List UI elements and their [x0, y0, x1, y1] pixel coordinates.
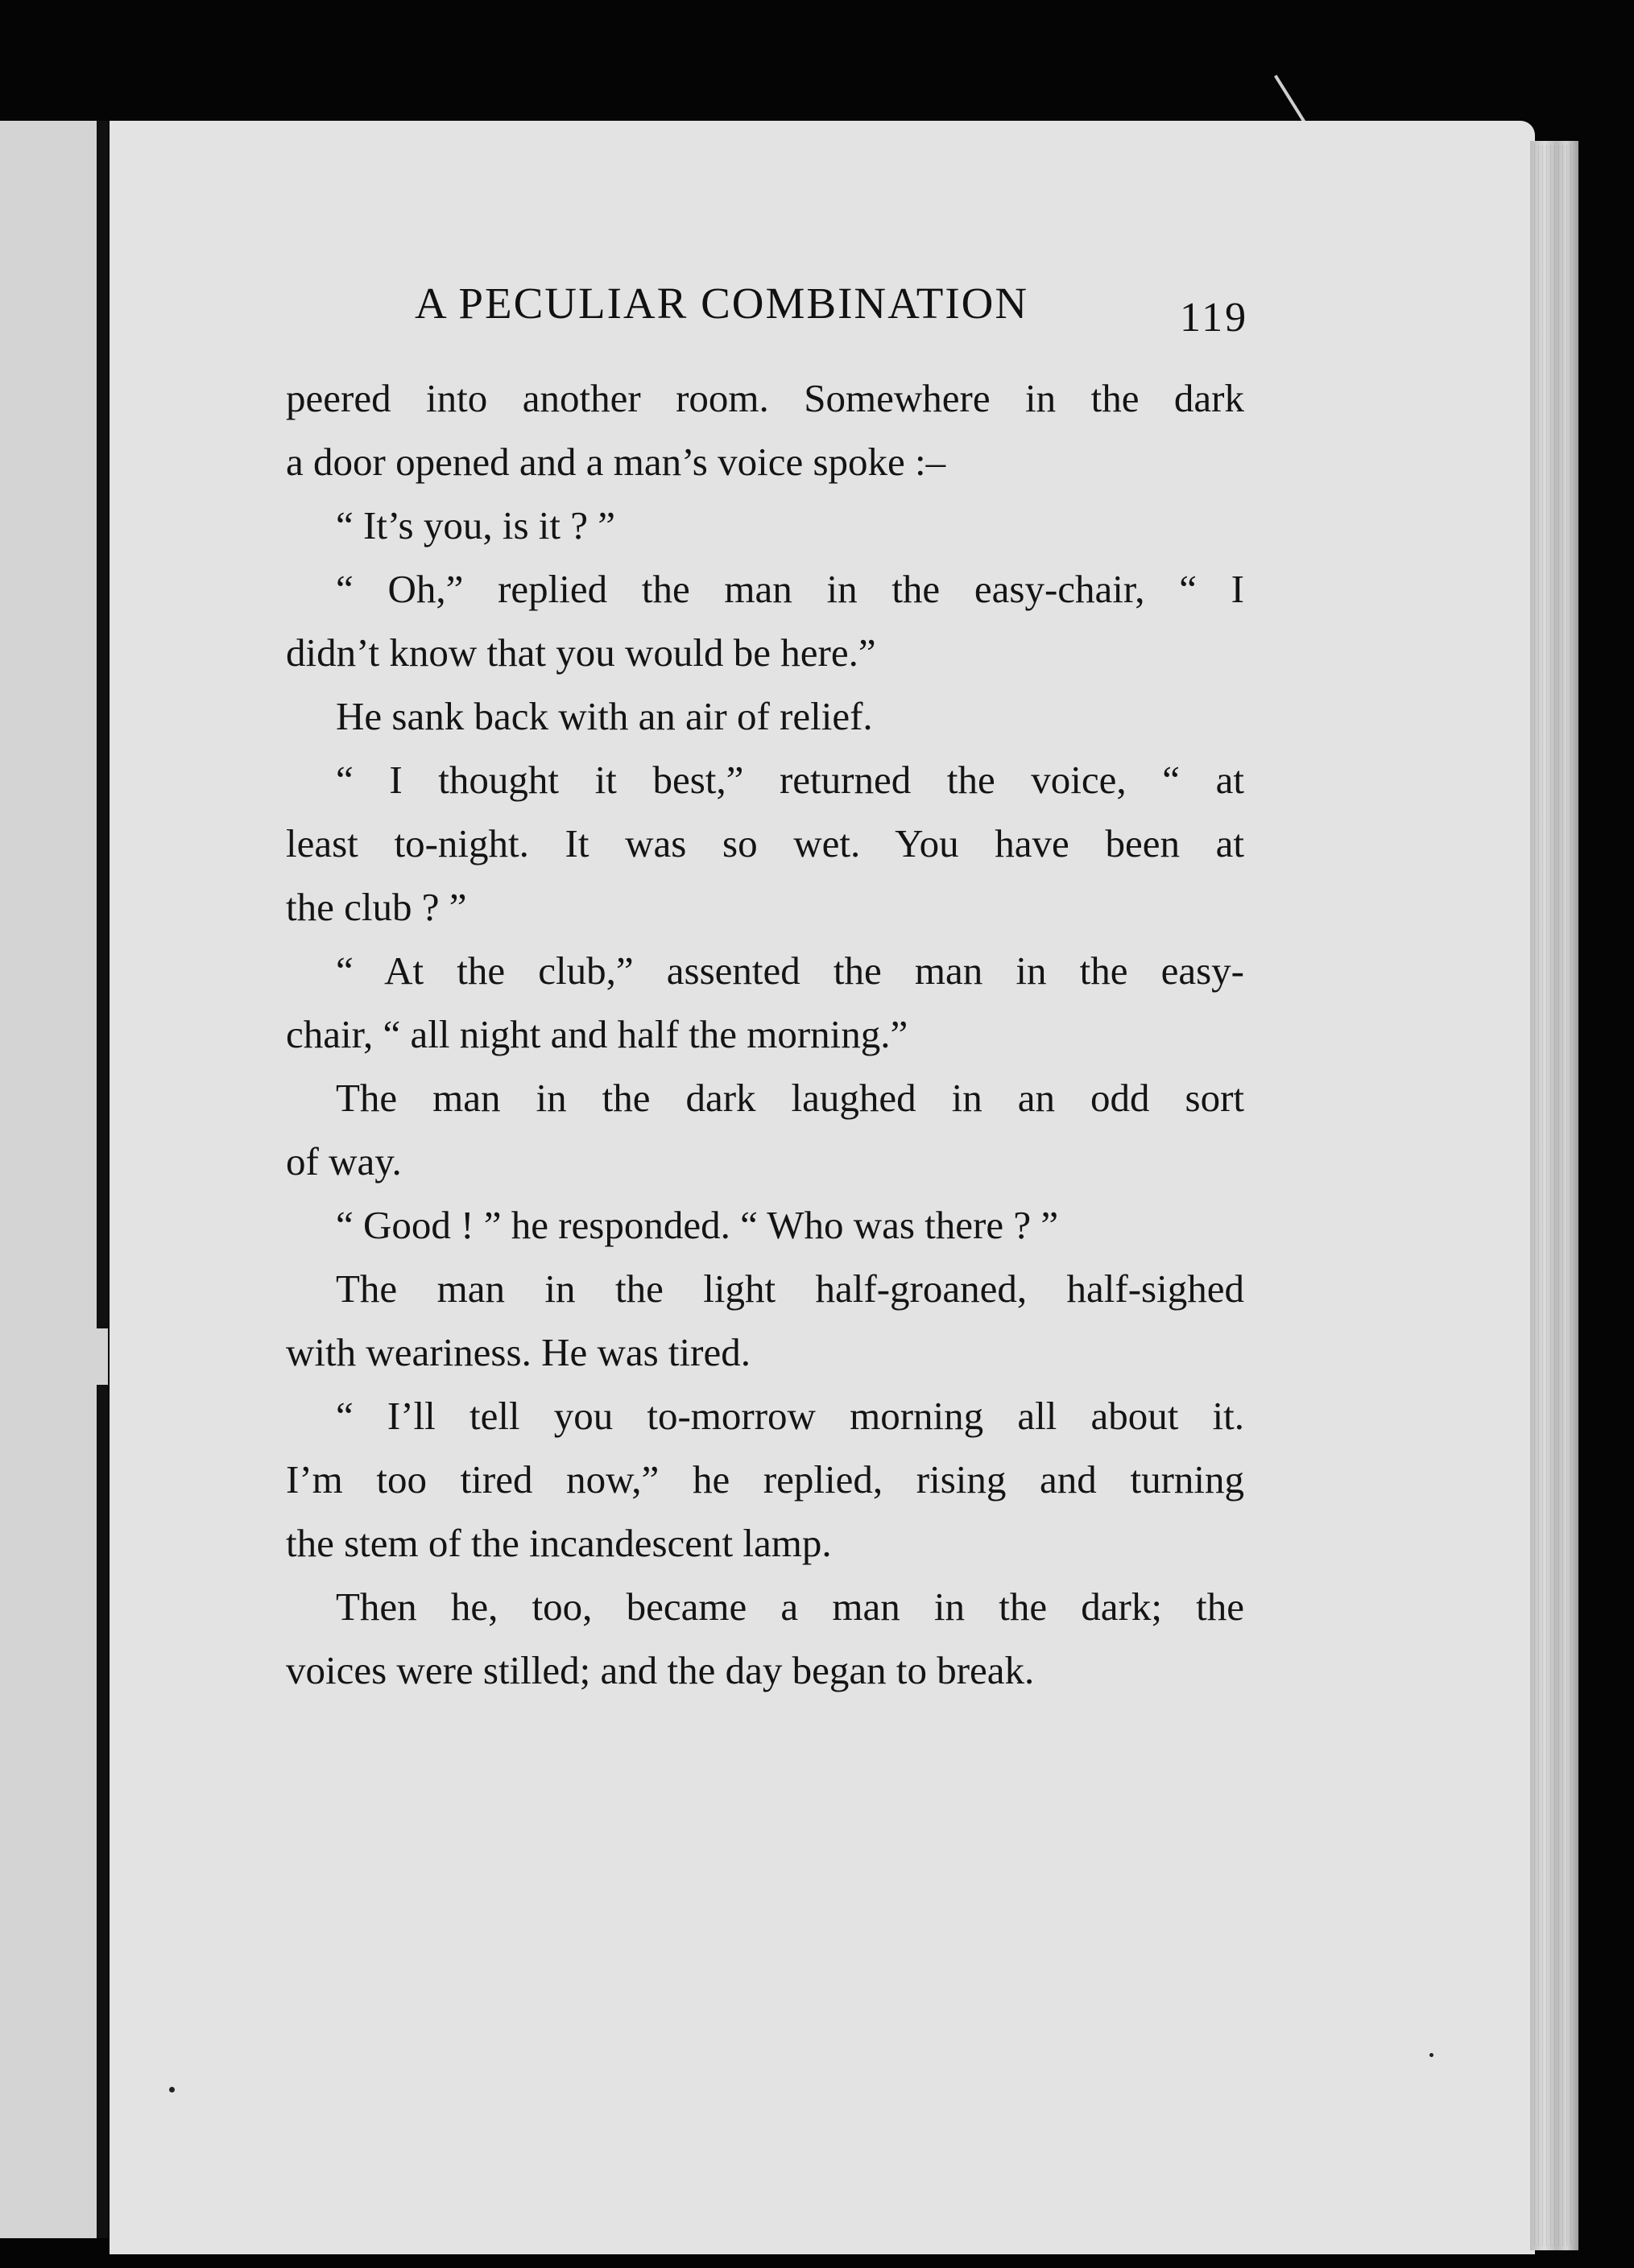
text-line: “ Oh,” replied the man in the easy-chair, “ I: [336, 567, 1244, 611]
text-line: a door opened and a man’s voice spoke :–: [286, 440, 946, 484]
gutter-shadow: [97, 121, 108, 2238]
text-line: didn’t know that you would be here.”: [286, 630, 876, 675]
body-text: [286, 366, 1244, 1702]
text-line: “ I’ll tell you to-morrow morning all about it.: [336, 1394, 1244, 1438]
text-line: The man in the dark laughed in an odd sort: [336, 1076, 1244, 1120]
text-line: The man in the light half-groaned, half-sighed: [336, 1266, 1244, 1311]
page-fore-edge-texture: [1534, 145, 1574, 2246]
page-number: 119: [1180, 295, 1249, 341]
text-line: chair, “ all night and half the morning.”: [286, 1012, 908, 1056]
running-head-title: A PECULIAR COMBINATION: [415, 279, 1029, 328]
facing-page-edge: [0, 121, 103, 2238]
text-line: the club ? ”: [286, 885, 467, 929]
scan-speck: [169, 2087, 175, 2092]
text-line: voices were stilled; and the day began to break.: [286, 1648, 1035, 1692]
text-line: “ Good ! ” he responded. “ Who was there ? ”: [336, 1203, 1059, 1247]
gutter-shadow-gap: [97, 1328, 108, 1385]
text-line: with weariness. He was tired.: [286, 1330, 751, 1374]
text-line: “ It’s you, is it ? ”: [336, 503, 616, 547]
text-line: “ At the club,” assented the man in the easy-: [336, 948, 1244, 993]
scan-speck: [1429, 2053, 1433, 2057]
text-line: peered into another room. Somewhere in the dark: [286, 376, 1244, 420]
text-line: Then he, too, became a man in the dark; the: [336, 1584, 1244, 1629]
text-line: He sank back with an air of relief.: [336, 694, 873, 738]
running-head: [415, 278, 1301, 328]
text-line: I’m too tired now,” he replied, rising and turning: [286, 1457, 1244, 1502]
text-line: of way.: [286, 1139, 402, 1184]
text-line: “ I thought it best,” returned the voice, “ at: [336, 758, 1244, 802]
text-line: least to-night. It was so wet. You have been at: [286, 821, 1244, 865]
text-line: the stem of the incandescent lamp.: [286, 1521, 832, 1565]
